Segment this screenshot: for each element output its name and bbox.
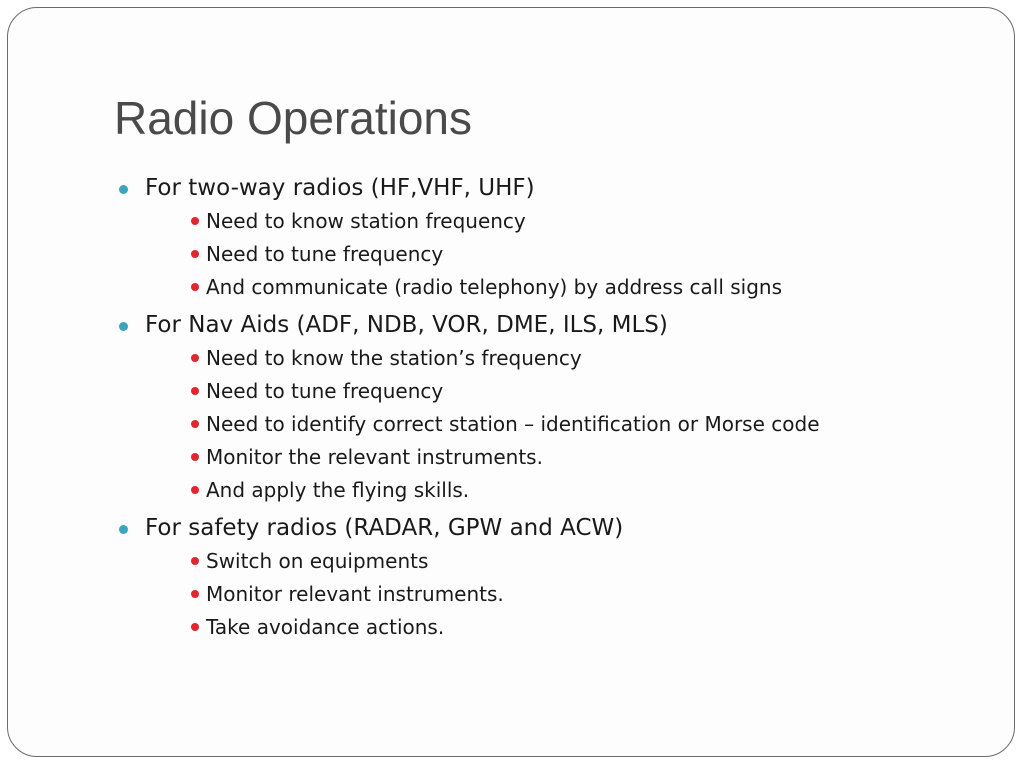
list-item bbox=[145, 545, 994, 578]
section-heading: For safety radios (RADAR, GPW and ACW) bbox=[145, 515, 624, 541]
sub-bullet-dot-icon bbox=[191, 420, 199, 428]
section-two-way-radios bbox=[114, 171, 994, 304]
slide-title: Radio Operations bbox=[114, 92, 472, 144]
sub-bullet-dot-icon bbox=[191, 283, 199, 291]
sub-bullet-list bbox=[145, 205, 994, 304]
list-item-text: Need to know the station’s frequency bbox=[206, 346, 582, 370]
list-item-text: And apply the flying skills. bbox=[206, 478, 470, 502]
section-heading: For Nav Aids (ADF, NDB, VOR, DME, ILS, MLS) bbox=[145, 312, 668, 338]
sub-bullet-dot-icon bbox=[191, 217, 199, 225]
list-item-text: Need to know station frequency bbox=[206, 209, 526, 233]
bullet-dot-icon bbox=[119, 185, 128, 194]
list-item bbox=[145, 408, 994, 441]
list-item-text: Take avoidance actions. bbox=[206, 615, 445, 639]
sub-bullet-dot-icon bbox=[191, 590, 199, 598]
list-item-text: Need to identify correct station – identification or Morse code bbox=[206, 412, 820, 436]
list-item bbox=[145, 342, 994, 375]
list-item-text: Need to tune frequency bbox=[206, 379, 444, 403]
sub-bullet-dot-icon bbox=[191, 354, 199, 362]
bullet-dot-icon bbox=[119, 322, 128, 331]
sub-bullet-dot-icon bbox=[191, 453, 199, 461]
list-item bbox=[145, 205, 994, 238]
sub-bullet-dot-icon bbox=[191, 250, 199, 258]
list-item bbox=[145, 474, 994, 507]
list-item bbox=[145, 441, 994, 474]
bullet-dot-icon bbox=[119, 525, 128, 534]
slide-content bbox=[114, 171, 994, 644]
list-item bbox=[145, 611, 994, 644]
list-item bbox=[145, 578, 994, 611]
list-item-text: Need to tune frequency bbox=[206, 242, 444, 266]
sub-bullet-list bbox=[145, 545, 994, 644]
sub-bullet-dot-icon bbox=[191, 486, 199, 494]
list-item-text: Monitor the relevant instruments. bbox=[206, 445, 543, 469]
list-item-text: Monitor relevant instruments. bbox=[206, 582, 504, 606]
list-item bbox=[145, 375, 994, 408]
section-nav-aids bbox=[114, 308, 994, 507]
list-item bbox=[145, 271, 994, 304]
sub-bullet-dot-icon bbox=[191, 557, 199, 565]
bullet-list bbox=[114, 171, 994, 644]
list-item-text: Switch on equipments bbox=[206, 549, 429, 573]
sub-bullet-dot-icon bbox=[191, 623, 199, 631]
section-safety-radios bbox=[114, 511, 994, 644]
section-heading: For two-way radios (HF,VHF, UHF) bbox=[145, 175, 535, 201]
list-item-text: And communicate (radio telephony) by address call signs bbox=[206, 275, 782, 299]
sub-bullet-dot-icon bbox=[191, 387, 199, 395]
slide-frame bbox=[7, 7, 1015, 757]
sub-bullet-list bbox=[145, 342, 994, 507]
list-item bbox=[145, 238, 994, 271]
